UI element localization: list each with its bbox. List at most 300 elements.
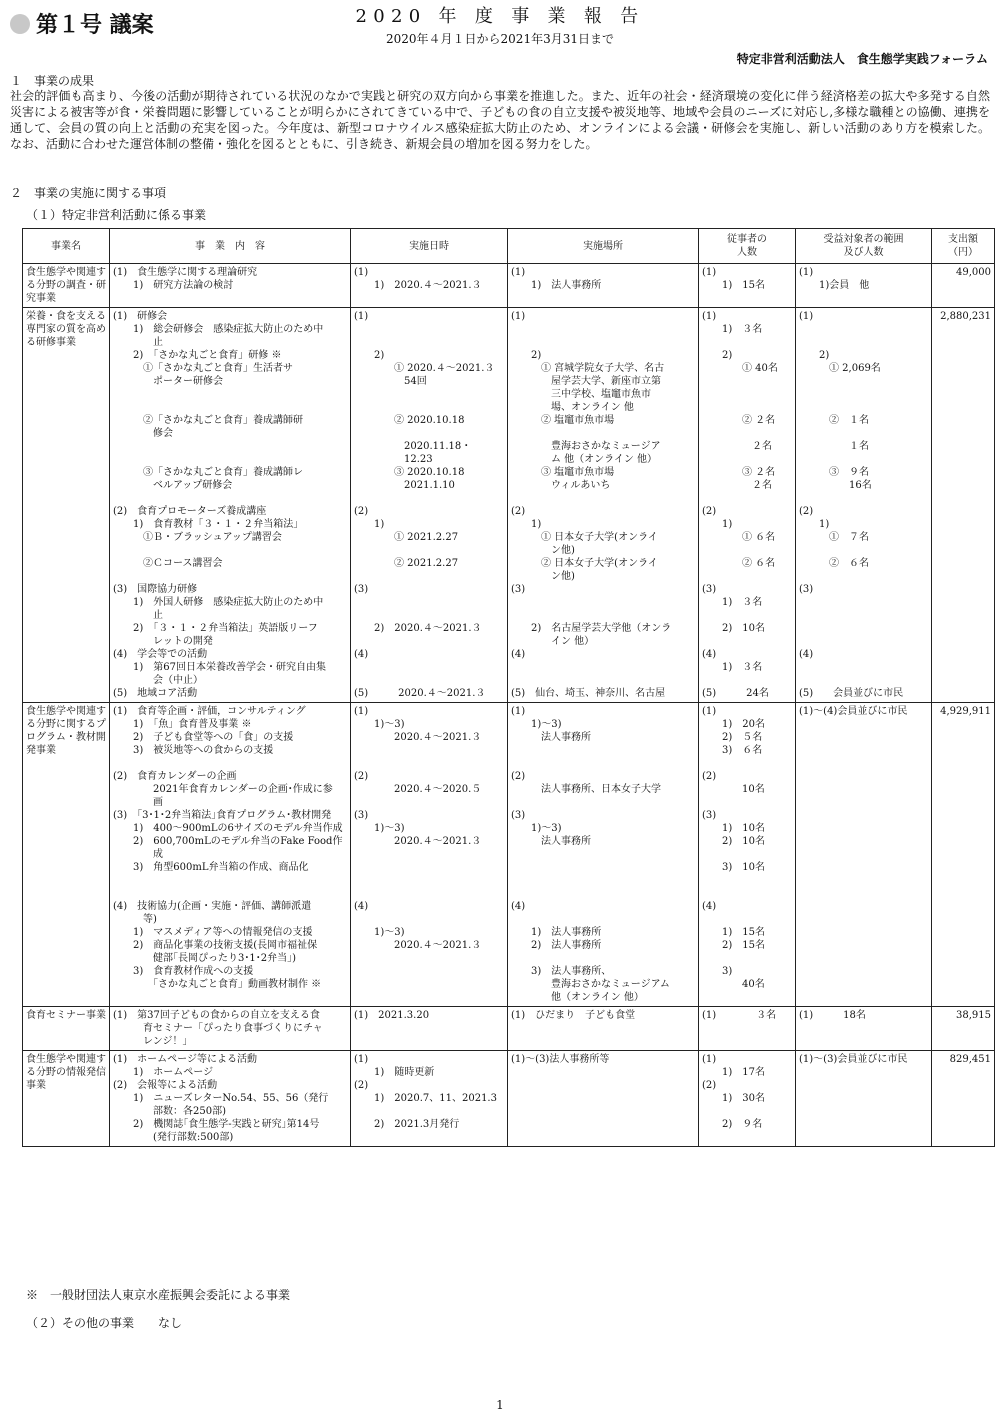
date-line: (4) (354, 649, 369, 660)
content-line: ①「さかな丸ごと食育」生活者サ (113, 363, 293, 374)
staff-line: (1) (702, 311, 717, 322)
section1-heading: １ 事業の成果 (10, 74, 95, 88)
date-line (354, 635, 504, 648)
date-line (354, 861, 504, 874)
staff-line: ② ６名 (702, 558, 776, 569)
target-line: (2) (799, 506, 814, 517)
target-line: (1) 18名 (799, 1010, 866, 1021)
date-line (354, 1105, 504, 1118)
place-line (511, 874, 695, 887)
date-line (354, 609, 504, 622)
date-line: 2020.11.18・ (354, 441, 472, 452)
date-line: 1) 2020.４～2021.３ (354, 280, 482, 291)
date-line (354, 848, 504, 861)
staff-line (702, 375, 792, 388)
place-line: (5) 仙台、埼玉、神奈川、名古屋 (511, 688, 666, 699)
place-line: (2) (511, 771, 526, 782)
target-line: ① ７名 (799, 532, 869, 543)
staff-line (702, 492, 792, 505)
staff-line (702, 848, 792, 861)
place-line: 2) (511, 350, 542, 361)
target-line: (4) (799, 649, 814, 660)
place-line: 他（オンライン 他） (511, 992, 644, 1003)
date-line: (1) (354, 1054, 369, 1065)
amount-cell: 4,929,911 (932, 703, 995, 1007)
staff-line: ２名 (702, 480, 772, 491)
date-line: 2) (354, 350, 385, 361)
staff-cell (699, 308, 796, 703)
content-line: 成 (113, 849, 163, 860)
target-cell (796, 308, 932, 703)
content-cell (110, 703, 351, 1007)
staff-line: 1) 17名 (702, 1067, 765, 1078)
staff-line: 3) 10名 (702, 862, 765, 873)
staff-line: 1) 15名 (702, 280, 765, 291)
content-cell (110, 308, 351, 703)
target-line: 1)会員 他 (799, 280, 870, 291)
content-line: 会（中止） (113, 675, 203, 686)
target-line (799, 323, 928, 336)
staff-line: (5) 24名 (702, 688, 769, 699)
staff-cell (699, 264, 796, 308)
date-line (354, 492, 504, 505)
staff-line: 1) 15名 (702, 927, 765, 938)
target-line: (5) 会員並びに市民 (799, 688, 904, 699)
other-business: （２）その他の事業 なし (26, 1316, 183, 1330)
header-cell: 受益対象者の範囲 及び人数 (796, 229, 932, 264)
place-line: 1)～3) (511, 823, 562, 834)
content-line: 1) 総会研修会 感染症拡大防止のため中 (113, 324, 324, 335)
amount-cell: 2,880,231 (932, 308, 995, 703)
section1-body: 社会的評価も高まり、今後の活動が期待されている状況のなかで実践と研究の双方向から事業を推進した。また、近年の社会・経済環境の変化に伴う経済格差の拡大や多発する自然災害による被害等が食・栄養問題に影響していることが明らかにされてきている中で、子どもの食の自立支援や被災地等、地域や会員のニーズに対応し,多様な職種との協働、連携を通して、会員の質の向上と活動の充実を図った。今年度は、新型コロナウイルス感染症拡大防止のため、オンラインによる会議・研修会を実施し、新しい活動のあり方を模索した。なお、活動に合わせた運営体制の整備・強化を図るとともに、引き続き、新規会員の増加を図る努力をした。 (10, 89, 990, 151)
date-line: 2) 2021.3月発行 (354, 1119, 460, 1130)
content-line: (4) 技術協力(企画・実施・評価、講師派遣 (113, 901, 312, 912)
target-line: ① 2,069名 (799, 363, 881, 374)
place-line (511, 848, 695, 861)
content-cell (110, 264, 351, 308)
place-line (511, 887, 695, 900)
content-line: (1) 研修会 (113, 311, 168, 322)
place-line (511, 674, 695, 687)
content-line (113, 453, 347, 466)
content-cell (110, 1051, 351, 1147)
content-line: 「さかな丸ごと食育」動画教材制作 ※ (113, 979, 322, 990)
place-line: 豊海おさかなミュージア (511, 441, 661, 452)
content-line: 部数：各250部) (113, 1106, 226, 1117)
date-line (354, 887, 504, 900)
content-line: (1) 食生態学に関する理論研究 (113, 267, 258, 278)
date-line: (3) (354, 810, 369, 821)
date-line: 1) 2020.7、11、2021.3 (354, 1093, 497, 1104)
date-line: 1)～3) (354, 927, 405, 938)
place-line: ① 宮城学院女子大学、名古 (511, 363, 665, 374)
content-line: ベルアップ研修会 (113, 480, 233, 491)
place-line (511, 323, 695, 336)
content-line: 2021年食育カレンダーの企画･作成に参 (113, 784, 333, 795)
header-cell: 従事者の 人数 (699, 229, 796, 264)
target-cell (796, 1007, 932, 1051)
staff-line: (1) (702, 706, 717, 717)
staff-line: 3) ６名 (702, 745, 763, 756)
bullet-circle-icon (10, 14, 30, 34)
content-line: (発行部数:500部) (113, 1132, 234, 1143)
report-title: 2020 年 度 事 業 報 告 (355, 6, 645, 27)
staff-line (702, 913, 792, 926)
place-line (511, 609, 695, 622)
target-line (799, 674, 928, 687)
date-cell (351, 1051, 508, 1147)
report-period: 2020年４月１日から2021年3月31日まで (386, 32, 614, 46)
place-line: ン他) (511, 571, 575, 582)
date-line: (1) (354, 706, 369, 717)
content-line: 画 (113, 797, 163, 808)
staff-line: ２名 (702, 441, 772, 452)
target-line (799, 401, 928, 414)
table-row (23, 308, 995, 703)
place-line (511, 596, 695, 609)
target-line: (1)～(3)会員並びに市民 (799, 1054, 908, 1065)
place-line: (1) (511, 706, 526, 717)
staff-line: 1) 30名 (702, 1093, 765, 1104)
staff-line: (3) (702, 584, 717, 595)
business-name-cell: 食生態学や関連する分野に関するプログラム・教材開発事業 (23, 703, 110, 1007)
date-line: ③ 2020.10.18 (354, 467, 465, 478)
table-row (23, 264, 995, 308)
place-line: (1)～(3)法人事務所等 (511, 1054, 610, 1065)
place-line (511, 861, 695, 874)
target-line: ② １名 (799, 415, 869, 426)
place-line: (1) (511, 311, 526, 322)
content-line: 1) 研究方法論の検討 (113, 280, 234, 291)
date-line: 1)～3) (354, 823, 405, 834)
staff-line: (2) (702, 771, 717, 782)
place-line: (3) (511, 584, 526, 595)
staff-line: 10名 (702, 784, 765, 795)
staff-line (702, 757, 792, 770)
content-line: ②「さかな丸ごと食育」養成講師研 (113, 415, 303, 426)
content-line: 3) 角型600mL弁当箱の作成、商品化 (113, 862, 309, 873)
place-line (511, 336, 695, 349)
staff-line (702, 336, 792, 349)
staff-line: 40名 (702, 979, 765, 990)
date-line (354, 978, 504, 991)
section2-heading: ２ 事業の実施に関する事項 (10, 186, 167, 200)
content-line: 3) 被災地等への食からの支援 (113, 745, 274, 756)
staff-line: (3) (702, 810, 717, 821)
target-cell (796, 264, 932, 308)
table-row (23, 1007, 995, 1051)
target-line (799, 388, 928, 401)
content-line: 止 (113, 610, 163, 621)
date-line: (4) (354, 901, 369, 912)
staff-line: 1) ３名 (702, 597, 763, 608)
staff-line: ① 40名 (702, 363, 778, 374)
content-line: ポーター研修会 (113, 376, 223, 387)
staff-line: (1) ３名 (702, 1010, 777, 1021)
place-line (511, 952, 695, 965)
staff-line (702, 401, 792, 414)
content-cell (110, 1007, 351, 1051)
staff-line: 1) (702, 519, 733, 530)
date-line (354, 796, 504, 809)
date-line: 2020.４～2021.３ (354, 940, 482, 951)
content-line: ③「さかな丸ごと食育」養成講師レ (113, 467, 303, 478)
target-line: (1) (799, 311, 814, 322)
content-line: 育セミナー「ぴったり食事づくりにチャ (113, 1023, 323, 1034)
content-line: 1) マスメディア等への情報発信の支援 (113, 927, 313, 938)
content-line: 1) 食育教材「３・１・２弁当箱法」 (113, 519, 304, 530)
staff-line (702, 635, 792, 648)
header-cell: 事 業 内 容 (110, 229, 351, 264)
target-line (799, 661, 928, 674)
target-line (799, 635, 928, 648)
staff-line: ③ ２名 (702, 467, 776, 478)
content-line (113, 874, 347, 887)
place-line: 1) 法人事務所 (511, 927, 602, 938)
date-line: ① 2021.2.27 (354, 532, 459, 543)
place-line: ③ 塩竈市魚市場 (511, 467, 615, 478)
staff-line (702, 427, 792, 440)
date-line: 1) 随時更新 (354, 1067, 435, 1078)
place-line: (1) (511, 267, 526, 278)
staff-line (702, 570, 792, 583)
staff-line: 2) 15名 (702, 940, 765, 951)
staff-line (702, 796, 792, 809)
staff-line (702, 453, 792, 466)
staff-line: ① ６名 (702, 532, 776, 543)
amount-cell: 49,000 (932, 264, 995, 308)
date-line: 2) 2020.４～2021.３ (354, 623, 482, 634)
target-cell (796, 1051, 932, 1147)
date-line: 2020.４～2020.５ (354, 784, 482, 795)
content-line: 健部｢長岡ぴったり3･1･2弁当｣) (113, 953, 296, 964)
place-line: 1) (511, 519, 542, 530)
target-line: 16名 (799, 480, 872, 491)
content-line: 等) (113, 914, 157, 925)
staff-line (702, 609, 792, 622)
staff-cell (699, 703, 796, 1007)
target-line: (1) (799, 267, 814, 278)
content-line (113, 492, 347, 505)
target-cell (796, 703, 932, 1007)
target-line (799, 596, 928, 609)
staff-line: 1) ３名 (702, 662, 763, 673)
content-line: (1) 第37回子どもの食からの自立を支える食 (113, 1010, 320, 1021)
content-line (113, 887, 347, 900)
place-line: ① 日本女子大学(オンライ (511, 532, 658, 543)
page-number: 1 (496, 1398, 504, 1412)
staff-line: 1) 20名 (702, 719, 765, 730)
place-line (511, 661, 695, 674)
date-cell (351, 1007, 508, 1051)
date-line: (5) 2020.４～2021.３ (354, 688, 486, 699)
place-line (511, 757, 695, 770)
date-line: 12.23 (354, 454, 433, 465)
staff-line: 2) ９名 (702, 1119, 763, 1130)
content-line: 2) 子ども食堂等への「食」の支援 (113, 732, 294, 743)
target-line (799, 570, 928, 583)
place-line: (4) (511, 649, 526, 660)
target-line (799, 336, 928, 349)
content-line: 2) 600,700mLのモデル弁当のFake Food作 (113, 836, 343, 847)
place-line: (4) (511, 901, 526, 912)
header-cell: 実施日時 (351, 229, 508, 264)
place-line: ② 塩竈市魚市場 (511, 415, 615, 426)
agenda-text: 第１号 議案 (36, 13, 154, 38)
place-line: 法人事務所 (511, 836, 591, 847)
place-line (511, 492, 695, 505)
staff-line: 1) 10名 (702, 823, 765, 834)
content-line: 止 (113, 337, 163, 348)
date-line (354, 544, 504, 557)
business-name-cell: 栄養・食を支える専門家の質を高める研修事業 (23, 308, 110, 703)
date-cell (351, 308, 508, 703)
place-line: 屋学芸大学、新座市立第 (511, 376, 661, 387)
business-name-cell: 食育セミナー事業 (23, 1007, 110, 1051)
content-line (113, 757, 347, 770)
date-line (354, 874, 504, 887)
header-cell: 支出額 （円） (932, 229, 995, 264)
content-line: (4) 学会等での活動 (113, 649, 208, 660)
staff-line: (2) (702, 506, 717, 517)
staff-line (702, 887, 792, 900)
date-line (354, 661, 504, 674)
content-line: ②Ｃコース講習会 (113, 558, 223, 569)
date-line (354, 674, 504, 687)
date-line (354, 388, 504, 401)
target-line: 2) (799, 350, 830, 361)
header-cell: 事業名 (23, 229, 110, 264)
target-line: (1)～(4)会員並びに市民 (799, 706, 908, 717)
staff-cell (699, 1051, 796, 1147)
staff-line (702, 544, 792, 557)
content-line: (5) 地域コア活動 (113, 688, 198, 699)
staff-line: (4) (702, 649, 717, 660)
agenda-label (10, 8, 154, 39)
place-cell (508, 703, 699, 1007)
target-line (799, 453, 928, 466)
content-line: 1) 400～900mLの6サイズのモデル弁当作成 (113, 823, 343, 834)
date-line: 2021.1.10 (354, 480, 455, 491)
section2-subheading: （１）特定非営利活動に係る事業 (26, 208, 207, 222)
target-line (799, 609, 928, 622)
target-line: １名 (799, 441, 869, 452)
business-table (22, 228, 995, 1147)
content-line: 1) 第67回日本栄養改善学会・研究自由集 (113, 662, 326, 673)
date-line: (3) (354, 584, 369, 595)
staff-line (702, 674, 792, 687)
staff-line (702, 874, 792, 887)
content-line (113, 440, 347, 453)
place-line: 場、オンライン 他 (511, 402, 634, 413)
date-line (354, 744, 504, 757)
date-line (354, 427, 504, 440)
content-line: 修会 (113, 428, 173, 439)
staff-line: (1) (702, 1054, 717, 1065)
place-line: (2) (511, 506, 526, 517)
place-line (511, 913, 695, 926)
content-line: (3) ｢3･1･2弁当箱法｣食育プログラム･教材開発 (113, 810, 332, 821)
target-line (799, 427, 928, 440)
date-line: 2020.４～2021.３ (354, 836, 482, 847)
date-line (354, 336, 504, 349)
amount-cell: 38,915 (932, 1007, 995, 1051)
footnote: ※ 一般財団法人東京水産振興会委託による事業 (26, 1288, 291, 1302)
date-line: (2) (354, 1080, 369, 1091)
place-line: 3) 法人事務所、 (511, 966, 612, 977)
content-line: 2) 「さかな丸ごと食育」研修 ※ (113, 350, 282, 361)
staff-line: 2) ５名 (702, 732, 763, 743)
content-line: 1) 「魚」食育普及事業 ※ (113, 719, 252, 730)
content-line (113, 570, 347, 583)
place-line: ム 他（オンライン 他） (511, 454, 658, 465)
date-line: (2) (354, 771, 369, 782)
place-cell (508, 308, 699, 703)
table-row (23, 703, 995, 1007)
date-line: ② 2021.2.27 (354, 558, 459, 569)
date-line (354, 965, 504, 978)
table-header-row (23, 229, 995, 264)
content-line: 1) ニューズレターNo.54、55、56（発行 (113, 1093, 329, 1104)
content-line: (3) 国際協力研修 (113, 584, 198, 595)
date-line (354, 323, 504, 336)
business-name-cell: 食生態学や関連する分野の調査・研究事業 (23, 264, 110, 308)
place-line: (1) ひだまり 子ども食堂 (511, 1010, 636, 1021)
content-line: (2) 会報等による活動 (113, 1080, 218, 1091)
place-line (511, 427, 695, 440)
staff-line (702, 388, 792, 401)
place-line: 1) 法人事務所 (511, 280, 602, 291)
content-line: レットの開発 (113, 636, 213, 647)
target-line: (3) (799, 584, 814, 595)
place-line: 三中学校、塩竈市魚市 (511, 389, 651, 400)
date-line: ② 2020.10.18 (354, 415, 465, 426)
target-line (799, 544, 928, 557)
target-line (799, 492, 928, 505)
place-line (511, 744, 695, 757)
staff-line: (4) (702, 901, 717, 912)
place-line: ン他) (511, 545, 575, 556)
content-line: (2) 食育カレンダーの企画 (113, 771, 237, 782)
content-line: レンジ！」 (113, 1036, 193, 1047)
date-line: (1) (354, 267, 369, 278)
staff-line: ② ２名 (702, 415, 776, 426)
staff-line (702, 1105, 792, 1118)
date-line: 54回 (354, 376, 427, 387)
place-line: 2) 名古屋学芸大学他（オンラ (511, 623, 672, 634)
place-line: ウィルあいち (511, 480, 611, 491)
staff-line: 1) ３名 (702, 324, 763, 335)
date-line: (1) (354, 311, 369, 322)
target-line: 1) (799, 519, 830, 530)
place-line: (3) (511, 810, 526, 821)
amount-cell: 829,451 (932, 1051, 995, 1147)
place-cell (508, 264, 699, 308)
content-line: 2) 機関誌｢食生態学-実践と研究｣第14号 (113, 1119, 320, 1130)
place-line: 1)～3) (511, 719, 562, 730)
place-line: 法人事務所、日本女子大学 (511, 784, 661, 795)
place-cell (508, 1007, 699, 1051)
place-line: 2) 法人事務所 (511, 940, 602, 951)
place-cell (508, 1051, 699, 1147)
staff-line: (2) (702, 1080, 717, 1091)
date-cell (351, 264, 508, 308)
business-name-cell: 食生態学や関連する分野の情報発信事業 (23, 1051, 110, 1147)
date-cell (351, 703, 508, 1007)
target-line (799, 622, 928, 635)
staff-line: 2) 10名 (702, 836, 765, 847)
target-line (799, 375, 928, 388)
